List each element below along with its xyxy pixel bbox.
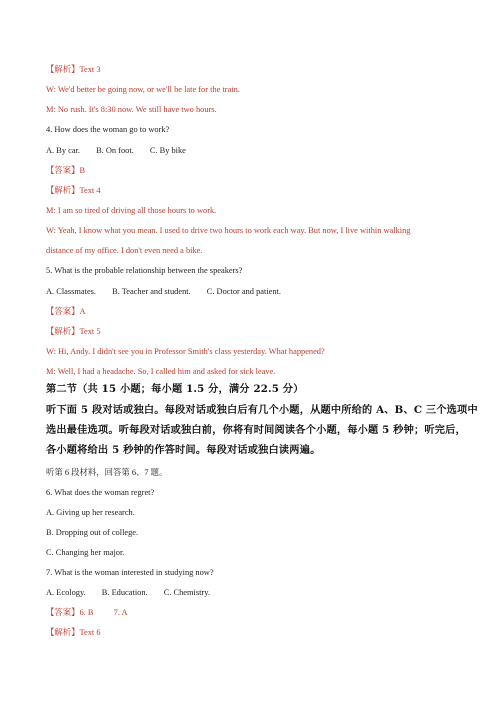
question-4: 4. How does the woman go to work? — [46, 125, 170, 134]
option-a: A. By car. — [46, 146, 80, 155]
option-b: B. Education. — [101, 588, 148, 597]
material-6-heading: 听第 6 段材料，回答第 6、7 题。 — [46, 468, 168, 477]
dialogue-line: W: Yeah, I know what you mean. I used to drive two hours to work each way. But now, I live within walking — [46, 226, 411, 235]
question-5-options — [46, 286, 281, 297]
option-c: C. By bike — [149, 146, 186, 155]
analysis-text-6: 【解析】Text 6 — [46, 628, 101, 637]
dialogue-line: W: We'd better be going now, or we'll be late for the train. — [46, 85, 240, 94]
option-c: C. Chemistry. — [163, 588, 210, 597]
dialogue-line-continued: distance of my office. I don't even need a bike. — [46, 246, 203, 255]
question-7-options — [46, 587, 210, 598]
answer-7: 7. A — [113, 608, 128, 617]
section-title: 第二节（共 15 小题；每小题 1.5 分，满分 22.5 分） — [46, 383, 304, 395]
dialogue-line: M: I am so tired of driving all those hours to work. — [46, 206, 217, 215]
question-6: 6. What does the woman regret? — [46, 488, 155, 497]
analysis-text-5: 【解析】Text 5 — [46, 327, 101, 336]
answer-5: 【答案】A — [46, 307, 86, 316]
question-6-option-a: A. Giving up her research. — [46, 508, 135, 517]
dialogue-line: M: Well, I had a headache. So, I called him and asked for sick leave. — [46, 367, 276, 376]
question-5: 5. What is the probable relationship between the speakers? — [46, 266, 243, 275]
dialogue-line: M: No rush. It's 8:30 now. We still have two hours. — [46, 105, 217, 114]
option-a: A. Ecology. — [46, 588, 86, 597]
question-6-option-b: B. Dropping out of college. — [46, 528, 139, 537]
option-c: C. Doctor and patient. — [206, 287, 281, 296]
option-a: A. Classmates. — [46, 287, 97, 296]
option-b: B. On foot. — [96, 146, 134, 155]
answers-6-7 — [46, 607, 128, 618]
analysis-text-3: 【解析】Text 3 — [46, 65, 101, 74]
instruction-line-3: 各小题将给出 5 秒钟的作答时间。每段对话或独白读两遍。 — [46, 444, 321, 456]
answer-6: 【答案】6. B — [46, 608, 94, 617]
analysis-text-4: 【解析】Text 4 — [46, 186, 101, 195]
question-7: 7. What is the woman interested in studying now? — [46, 568, 214, 577]
instruction-line-2: 选出最佳选项。听每段对话或独白前，你将有时间阅读各个小题，每小题 5 秒钟；听完后， — [46, 424, 466, 436]
question-4-options — [46, 145, 186, 156]
option-b: B. Teacher and student. — [112, 287, 191, 296]
instruction-line-1: 听下面 5 段对话或独白。每段对话或独白后有几个小题，从题中所给的 A、B、C 三个选项中 — [46, 404, 478, 416]
question-6-option-c: C. Changing her major. — [46, 548, 125, 557]
dialogue-line: W: Hi, Andy. I didn't see you in Professor Smith's class yesterday. What happened? — [46, 347, 325, 356]
answer-4: 【答案】B — [46, 166, 86, 175]
